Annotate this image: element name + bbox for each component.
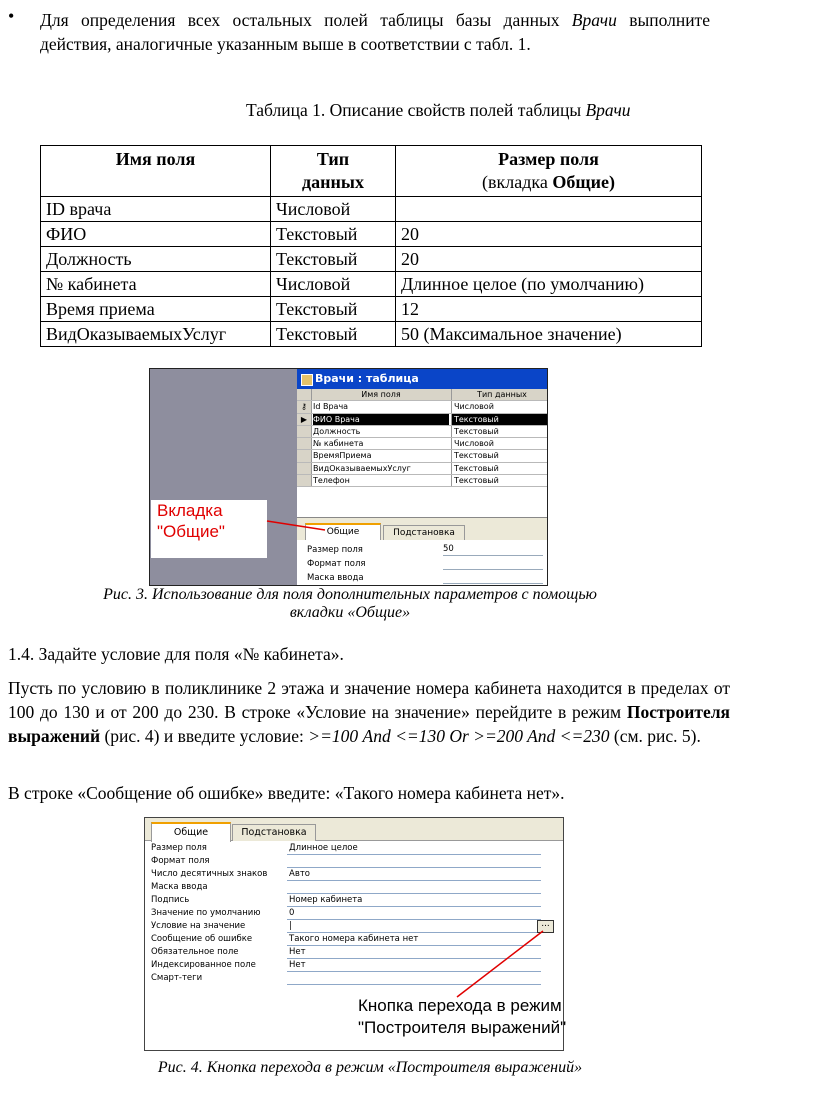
callout-general-tab: Вкладка "Общие": [151, 500, 267, 558]
error-message-paragraph: В строке «Сообщение об ошибке» введите: «Такого номера кабинета нет».: [8, 783, 565, 803]
header-name: Имя поля: [41, 146, 271, 197]
prop-label: Формат поля: [307, 559, 366, 569]
table-row: ВидОказываемыхУслуг Текстовый 50 (Максимальное значение): [41, 322, 702, 347]
table-row: Время приема Текстовый 12: [41, 297, 702, 322]
prop-row: Смарт-теги: [151, 972, 543, 985]
grid-row[interactable]: ВремяПриема Текстовый: [297, 450, 547, 462]
section-heading: 1.4. Задайте условие для поля «№ кабинета».: [8, 644, 344, 664]
prop-row: Подпись Номер кабинета: [151, 894, 543, 907]
prop-row: Число десятичных знаков Авто: [151, 868, 543, 881]
prop-row: Значение по умолчанию 0: [151, 907, 543, 920]
grid-row[interactable]: № кабинета Числовой: [297, 438, 547, 450]
grid-row[interactable]: ВидОказываемыхУслуг Текстовый: [297, 463, 547, 475]
table-row: ID врача Числовой: [41, 197, 702, 222]
tab-lookup[interactable]: Подстановка: [232, 824, 316, 841]
section-paragraph: Пусть по условию в поликлинике 2 этажа и значение номера кабинета находится в пределах от 100 до 130 и от 200 до 230. В строке «Условие на значение» перейдите в режим Построителя выражений (рис. 4) и введите условие: >=100 And <=130 Or >=200 And <=230 (см. рис. 5).: [8, 678, 730, 746]
tab-general[interactable]: Общие: [305, 523, 381, 540]
prop-value[interactable]: Длинное целое: [287, 842, 541, 855]
key-icon: ⚷: [297, 401, 312, 412]
figure3-caption: Рис. 3. Использование для поля дополнительных параметров с помощью вкладки «Общие»: [103, 586, 597, 621]
validation-rule-input[interactable]: |: [287, 920, 541, 933]
callout-expression-builder: Кнопка перехода в режим "Построителя выражений": [358, 996, 567, 1037]
prop-value[interactable]: Авто: [287, 868, 541, 881]
table1-caption: Таблица 1. Описание свойств полей таблицы Врачи: [246, 100, 631, 120]
row-pointer-icon: ▶: [297, 414, 312, 425]
prop-row-validation-rule: Условие на значение |: [151, 920, 543, 933]
table-row: № кабинета Числовой Длинное целое (по умолчанию): [41, 272, 702, 297]
grid-row[interactable]: Должность Текстовый: [297, 426, 547, 438]
figure4-caption: Рис. 4. Кнопка перехода в режим «Построителя выражений»: [157, 1059, 583, 1076]
prop-value[interactable]: 0: [287, 907, 541, 920]
prop-value[interactable]: Нет: [287, 946, 541, 959]
prop-label: Маска ввода: [307, 573, 364, 583]
prop-row: Формат поля: [151, 855, 543, 868]
prop-row: Маска ввода: [151, 881, 543, 894]
col-data-type: Тип данных: [451, 389, 548, 400]
prop-value[interactable]: Нет: [287, 959, 541, 972]
prop-value[interactable]: Номер кабинета: [287, 894, 541, 907]
header-type: Тип данных: [271, 146, 396, 197]
prop-row: Обязательное поле Нет: [151, 946, 543, 959]
tab-lookup[interactable]: Подстановка: [383, 525, 465, 541]
col-field-name: Имя поля: [361, 390, 401, 399]
prop-row: Размер поля Длинное целое: [151, 842, 543, 855]
prop-row: Сообщение об ошибке Такого номера кабинета нет: [151, 933, 543, 946]
table-row: ФИО Текстовый 20: [41, 222, 702, 247]
table-row: Должность Текстовый 20: [41, 247, 702, 272]
grid-row[interactable]: ⚷ Id Врача Числовой: [297, 401, 547, 413]
prop-value[interactable]: Такого номера кабинета нет: [287, 933, 541, 946]
prop-label: Размер поля: [307, 545, 363, 555]
prop-row: Индексированное поле Нет: [151, 959, 543, 972]
header-size: Размер поля (вкладка Общие): [396, 146, 702, 197]
prop-value[interactable]: 50: [443, 544, 543, 556]
grid-row[interactable]: Телефон Текстовый: [297, 475, 547, 487]
tab-general[interactable]: Общие: [151, 822, 231, 842]
window-title: Врачи : таблица: [315, 372, 419, 385]
expression-builder-button[interactable]: ...: [537, 920, 554, 933]
intro-paragraph: Для определения всех остальных полей таблицы базы данных Врачи выполните действия, аналогичные указанным выше в соответствии с табл. 1.: [40, 10, 710, 54]
grid-row-selected[interactable]: ▶ ФИО Врача Текстовый: [297, 414, 547, 426]
bullet: •: [8, 6, 15, 26]
